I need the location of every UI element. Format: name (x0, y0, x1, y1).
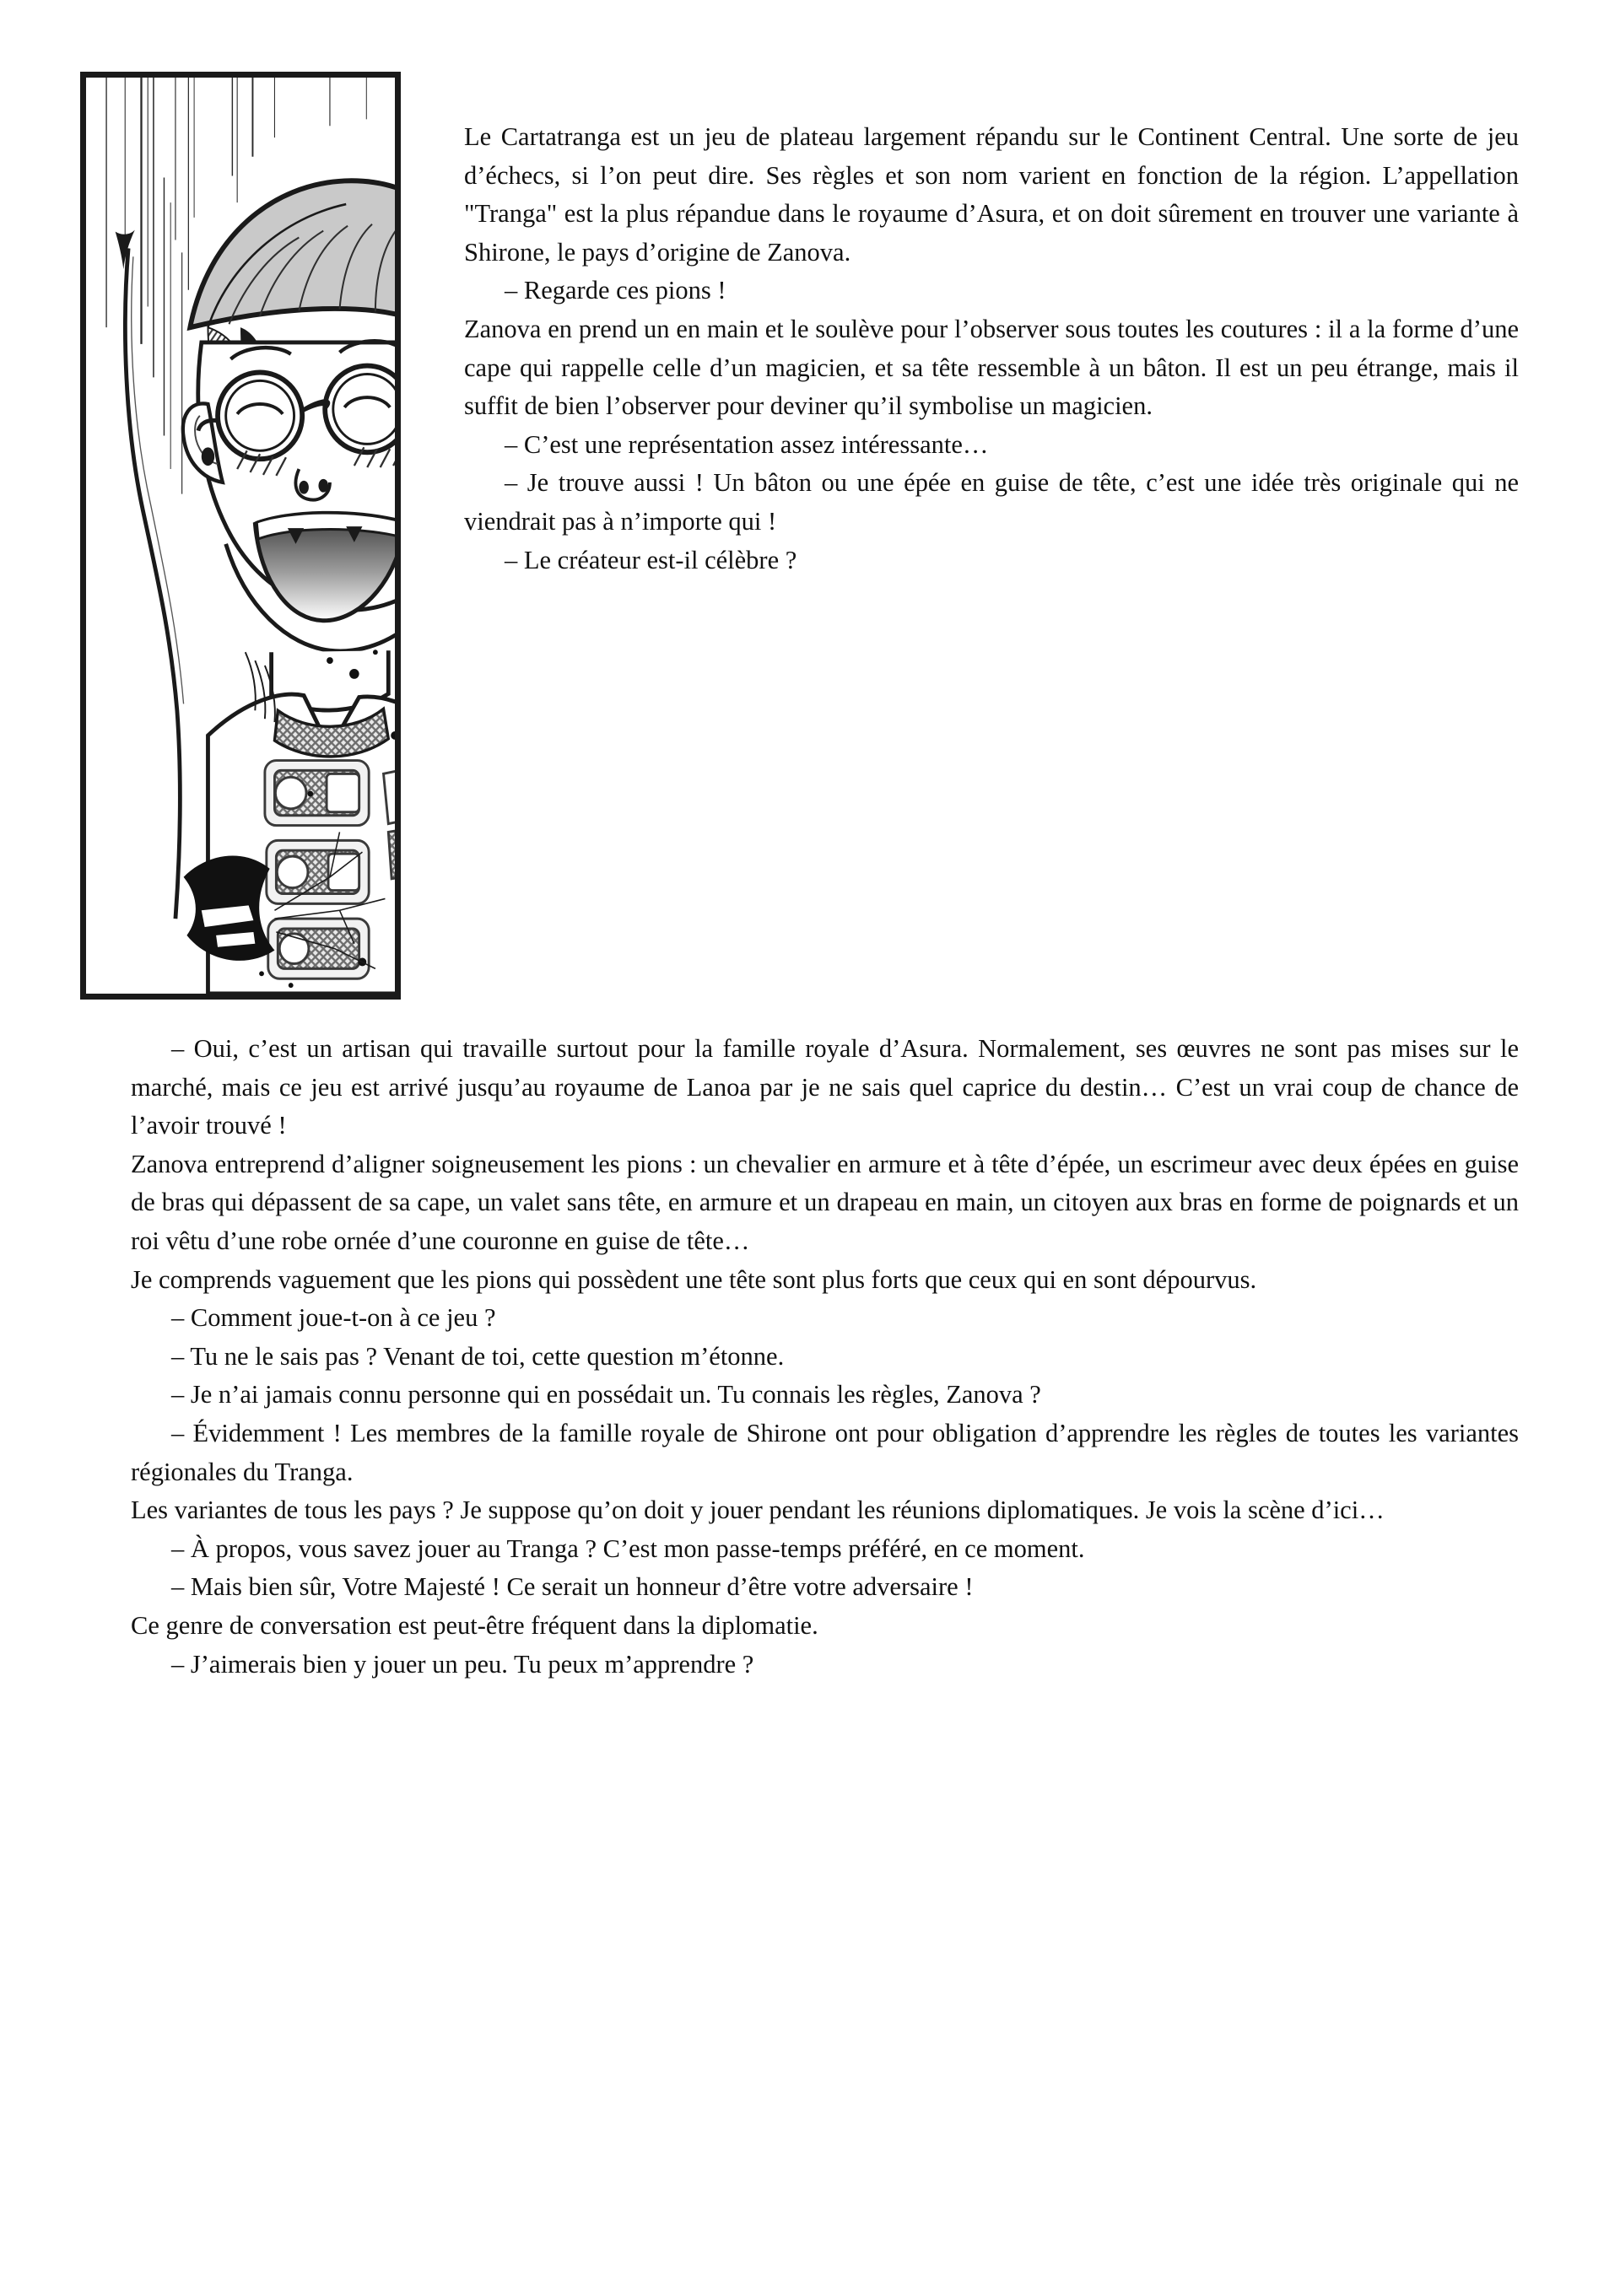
paragraph: Je comprends vaguement que les pions qui possèdent une tête sont plus forts que ceux qui en sont dépourvus. (131, 1264, 1257, 1294)
paragraph: Ce genre de conversation est peut-être fréquent dans la diplomatie. (131, 1610, 818, 1640)
paragraph: – C’est une représentation assez intéressante… (505, 429, 989, 459)
paragraph: Zanova entreprend d’aligner soigneusement les pions : un chevalier en armure et à tête d’épée, un escrimeur avec deux épées en guise de bras qui dépassent de sa cape, un valet sans tête, en armure et un drapeau en main, un citoyen aux bras en forme de poignards et un roi vêtu d’une robe ornée d’une couronne en guise de tête… (131, 1149, 1519, 1255)
manga-illustration (86, 78, 395, 994)
paragraph: – Oui, c’est un artisan qui travaille surtout pour la famille royale d’Asura. Normalement, ses œuvres ne sont pas mises sur le marché, mais ce jeu est arrivé jusqu’au royaume de Lanoa par je ne sais quel caprice du destin… C’est un vrai coup de chance de l’avoir trouvé ! (131, 1034, 1519, 1140)
paragraph: – Je n’ai jamais connu personne qui en possédait un. Tu connais les règles, Zanova ? (171, 1380, 1041, 1409)
paragraph: Zanova en prend un en main et le soulève pour l’observer sous toutes les coutures : il a la forme d’une cape qui rappelle celle d’un magicien, et sa tête ressemble à un bâton. Il est un peu étrange, mais il suffit de bien l’observer pour deviner qu’il symbolise un magicien. (464, 314, 1519, 421)
paragraph: – Tu ne le sais pas ? Venant de toi, cette question m’étonne. (171, 1341, 785, 1371)
paragraph: – J’aimerais bien y jouer un peu. Tu peux m’apprendre ? (171, 1649, 754, 1679)
paragraph: – Évidemment ! Les membres de la famille royale de Shirone ont pour obligation d’apprendre les règles de toutes les variantes régionales du Tranga. (131, 1418, 1519, 1486)
paragraph: – Comment joue-t-on à ce jeu ? (171, 1303, 496, 1333)
manga-panel (80, 72, 401, 1000)
paragraph: – Regarde ces pions ! (505, 276, 726, 305)
illustration-float (131, 72, 464, 1016)
paragraph: – Le créateur est-il célèbre ? (505, 545, 797, 574)
page-content (131, 118, 1519, 1684)
paragraph: – À propos, vous savez jouer au Tranga ? C’est mon passe-temps préféré, en ce moment. (171, 1533, 1085, 1563)
paragraph: Les variantes de tous les pays ? Je suppose qu’on doit y jouer pendant les réunions diplomatiques. Je vois la scène d’ici… (131, 1496, 1385, 1525)
paragraph: – Mais bien sûr, Votre Majesté ! Ce serait un honneur d’être votre adversaire ! (171, 1572, 974, 1602)
paragraph: Le Cartatranga est un jeu de plateau largement répandu sur le Continent Central. Une sorte de jeu d’échecs, si l’on peut dire. Ses règles et son nom varient en fonction de la région. L’appellation "Tranga" est la plus répandue dans le royaume d’Asura, et on doit sûrement en trouver une variante à Shirone, le pays d’origine de Zanova. (464, 122, 1519, 267)
paragraph: – Je trouve aussi ! Un bâton ou une épée en guise de tête, c’est une idée très originale qui ne viendrait pas à n’importe qui ! (464, 468, 1519, 536)
